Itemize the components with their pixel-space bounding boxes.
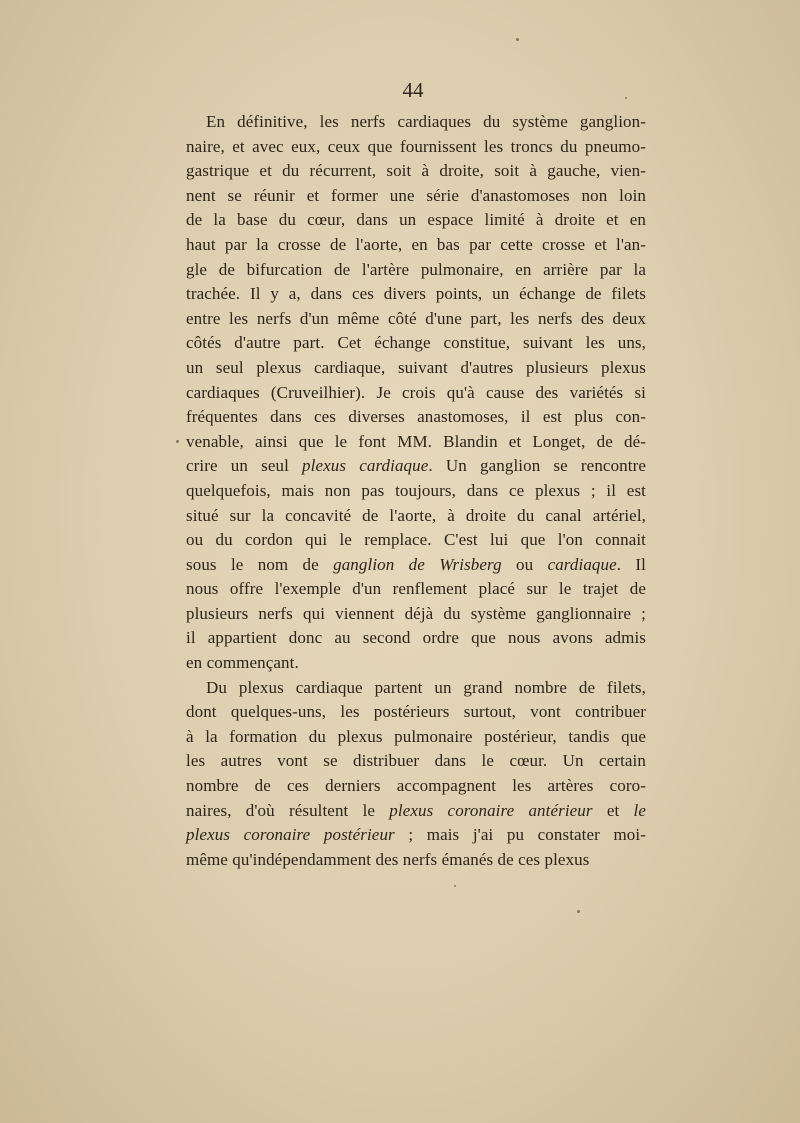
text-line: dont quelques-uns, les postérieurs surtout, vont contribuer <box>186 702 646 722</box>
text-line: sous le nom de ganglion de Wrisberg ou cardiaque. Il <box>186 554 647 574</box>
text-line: plusieurs nerfs qui viennent déjà du système ganglionnaire ; <box>186 603 646 623</box>
text-line: crire un seul plexus cardiaque. Un ganglion se rencontre <box>186 456 647 476</box>
text-line: Du plexus cardiaque partent un grand nombre de filets, <box>206 677 646 697</box>
text-line: En définitive, les nerfs cardiaques du système ganglion- <box>206 112 646 131</box>
text-line: même qu'indépendamment des nerfs émanés de ces plexus <box>186 849 590 869</box>
text-line: fréquentes dans ces diverses anastomoses, il est plus con- <box>186 407 646 427</box>
text-line: situé sur la concavité de l'aorte, à droite du canal artériel, <box>186 505 646 525</box>
italic-term: le <box>633 800 647 820</box>
text-line: gle de bifurcation de l'artère pulmonaire, en arrière par la <box>186 259 646 279</box>
text-line: quelquefois, mais non pas toujours, dans ce plexus ; il est <box>186 480 646 500</box>
text-line: naires, d'où résultent le plexus coronaire antérieur et le <box>186 800 647 820</box>
text-line: venable, ainsi que le font MM. Blandin et Longet, de dé- <box>186 431 646 451</box>
text-line: entre les nerfs d'un même côté d'une part, les nerfs des deux <box>186 308 646 328</box>
paper-speck <box>516 38 519 41</box>
text-line: ou du cordon qui le remplace. C'est lui que l'on connait <box>186 530 646 550</box>
text-line: les autres vont se distribuer dans le cœur. Un certain <box>186 751 646 771</box>
paper-speck <box>625 97 627 99</box>
text-line: il appartient donc au second ordre que nous avons admis <box>186 628 646 648</box>
paper-speck <box>577 910 580 913</box>
text-line: trachée. Il y a, dans ces divers points, un échange de filets <box>186 284 646 304</box>
italic-term: ganglion de Wrisberg <box>333 554 502 574</box>
text-line: plexus coronaire postérieur ; mais j'ai pu constater moi- <box>186 825 646 845</box>
paper-speck <box>176 440 179 443</box>
italic-term: plexus coronaire postérieur <box>186 825 395 845</box>
paragraph-1 <box>186 110 646 676</box>
text-line: haut par la crosse de l'aorte, en bas par cette crosse et l'an- <box>186 234 646 254</box>
text-line: en commençant. <box>186 653 299 673</box>
text-line: nombre de ces derniers accompagnent les artères coro- <box>186 776 646 796</box>
text-line: cardiaques (Cruveilhier). Je crois qu'à cause des variétés si <box>186 382 646 402</box>
text-line: un seul plexus cardiaque, suivant d'autres plusieurs plexus <box>186 357 646 377</box>
page-number: 44 <box>402 78 424 102</box>
text-line: naire, et avec eux, ceux que fournissent les troncs du pneumo- <box>186 136 646 156</box>
text-line: de la base du cœur, dans un espace limité à droite et en <box>186 210 646 230</box>
paper-speck <box>454 885 456 887</box>
text-line: gastrique et du récurrent, soit à droite, soit à gauche, vien- <box>186 161 646 181</box>
paragraph-2 <box>186 676 646 873</box>
text-line: à la formation du plexus pulmonaire postérieur, tandis que <box>186 726 646 746</box>
text-line: côtés d'autre part. Cet échange constitue, suivant les uns, <box>186 333 646 353</box>
italic-term: plexus coronaire antérieur <box>389 800 593 820</box>
text-line: nent se réunir et former une série d'anastomoses non loin <box>186 185 646 205</box>
italic-term: plexus cardiaque <box>302 456 429 476</box>
body-text <box>186 110 646 872</box>
italic-term: cardiaque <box>547 554 617 574</box>
text-line: nous offre l'exemple d'un renflement placé sur le trajet de <box>186 579 646 599</box>
